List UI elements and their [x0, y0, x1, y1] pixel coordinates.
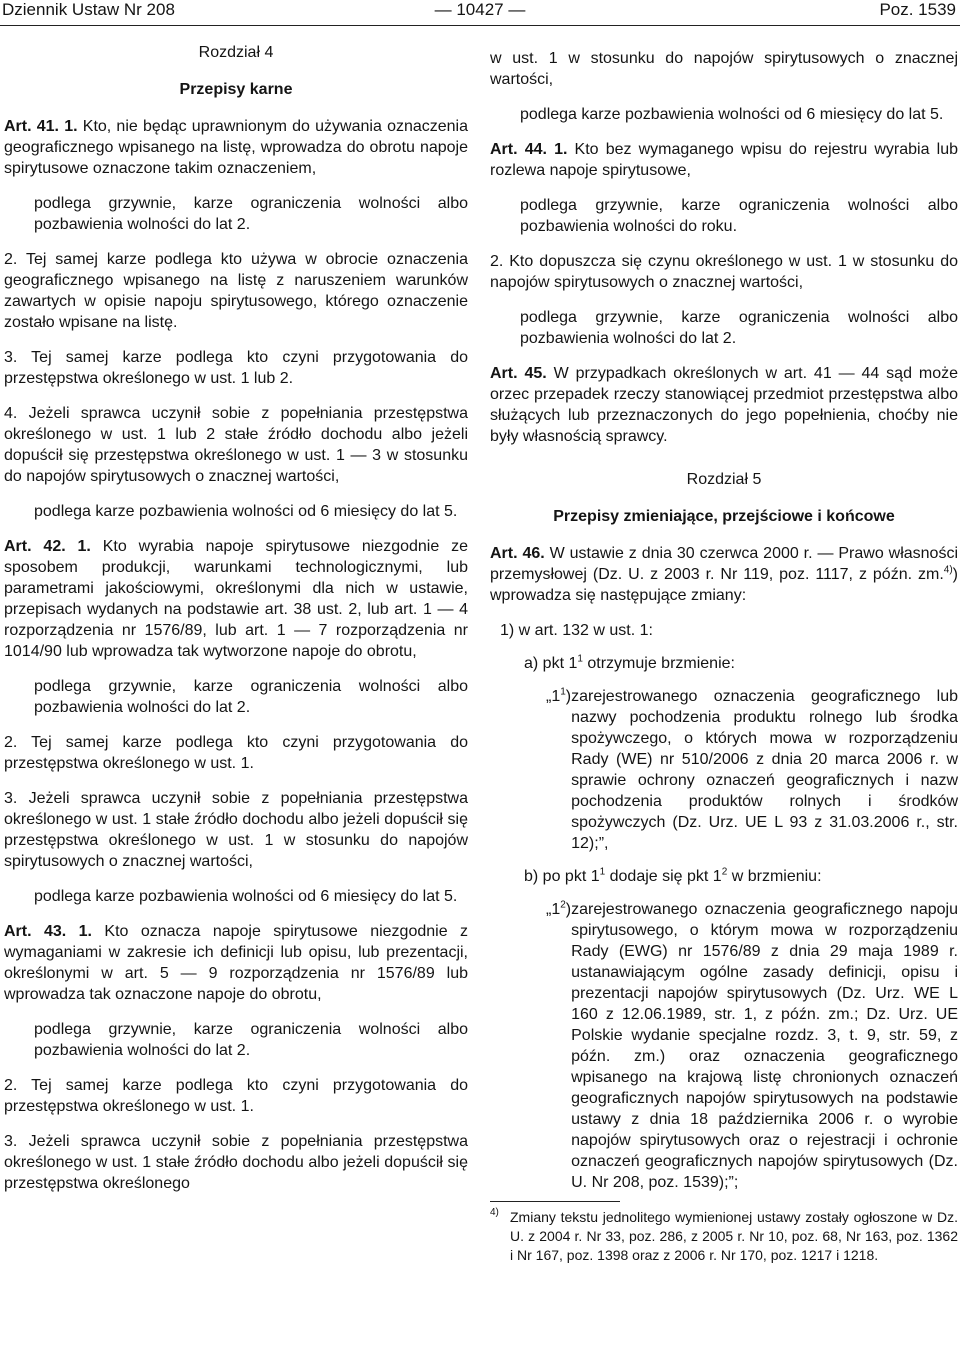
- chapter-4-heading: Rozdział 4: [198, 44, 274, 61]
- article-41-para-4: 4. Jeżeli sprawca uczynił sobie z popełniania przestępstwa określonego w ust. 1 lub 2 stałe źródło dochodu albo jeżeli dopuścił się przestępstwa określonego w ust. 1 — 3 w stosunku do napojów spirytusowych o znacznej wartości,: [4, 405, 468, 485]
- article-46: [490, 543, 958, 606]
- article-41-heading: Art. 41. 1.: [4, 118, 78, 135]
- article-43-para-3: 3. Jeżeli sprawca uczynił sobie z popełniania przestępstwa określonego w ust. 1 stałe źródło dochodu albo jeżeli dopuścił się przestępstwa określonego: [4, 1133, 468, 1192]
- point-a-text: otrzymuje brzmienie:: [582, 655, 735, 672]
- point-a-sup: 1: [577, 653, 583, 665]
- chapter-5-heading: Rozdział 5: [686, 471, 762, 488]
- point-b-label: b) po pkt 1: [524, 868, 600, 885]
- article-43-para-2: 2. Tej samej karze podlega kto czyni przygotowania do przestępstwa określonego w ust. 1.: [4, 1077, 468, 1115]
- article-41-para-2: 2. Tej samej karze podlega kto używa w obrocie oznaczenia geograficznego wpisanego na listę z naruszeniem warunków zawartych w opisie napoju spirytusowego, którego oznaczenie zostało wpisane na listę.: [4, 251, 468, 331]
- quoted-point-1-2-label: [546, 899, 571, 1193]
- footnote-rule: [490, 1201, 620, 1202]
- position-number: Poz. 1539: [879, 0, 956, 19]
- point-a-label: a) pkt 1: [524, 655, 578, 672]
- quoted-point-1-2-text: zarejestrowanego oznaczenia geograficznego napoju spirytusowego, o którym mowa w rozporządzeniu Rady (EWG) nr 1576/89 z dnia 29 maja 1989 r. ustanawiającym ogólne zasady definicji, opisu i prezentacji napojów spirytusowych (Dz. Urz. WE L 160 z 12.06.1989, str. 1, z późn. zm.; Dz. Urz. UE Polskie wydanie specjalne rozdz. 3, t. 9, str. 59, z późn. zm.) oraz oznaczenia geograficznego wpisanego na krajową listę chronionych oznaczeń geograficznych napojów spirytusowych na podstawie ustawy z dnia 18 października 2006 r. o wyrobie napojów spirytusowych oraz o rejestracji i ochronie oznaczeń geograficznych napojów spirytusowych (Dz. U. Nr 208, poz. 1539);”;: [571, 901, 958, 1191]
- page-header: [0, 0, 960, 26]
- article-45: [490, 363, 958, 447]
- quoted-point-1-1-text: zarejestrowanego oznaczenia geograficznego lub nazwy pochodzenia produktu rolnego lub środka spożywczego, o których mowa w rozporządzeniu Rady (WE) nr 510/2006 z dnia 20 marca 2006 r. w sprawie ochrony oznaczeń geograficznych i nazw pochodzenia produktów rolnych i środków spożywczych (Dz. Urz. UE L 93 z 31.03.2006 r., str. 12);”,: [571, 688, 958, 852]
- q2-label-a: „1: [546, 901, 561, 918]
- q2-label-sup: 2: [560, 899, 566, 911]
- amendment-point-b: [490, 866, 958, 887]
- point-b-sup-2: 2: [721, 866, 728, 878]
- point-b-text-a: dodaje się pkt 1: [605, 868, 722, 885]
- q1-label-b: ): [565, 688, 572, 705]
- amendment-point-1: 1) w art. 132 w ust. 1:: [500, 622, 653, 639]
- footnote-ref: 4): [943, 564, 953, 576]
- article-44-para-1-penalty: podlega grzywnie, karze ograniczenia wolności albo pozbawienia wolności do roku.: [520, 197, 958, 235]
- article-42-heading: Art. 42. 1.: [4, 538, 91, 555]
- page-number: — 10427 —: [434, 0, 526, 19]
- article-42-para-3: 3. Jeżeli sprawca uczynił sobie z popełniania przestępstwa określonego w ust. 1 stałe źródło dochodu albo jeżeli dopuścił się przestępstwa określonego w ust. 1 w stosunku do napojów spirytusowych o znacznej wartości,: [4, 790, 468, 870]
- article-43-para-1-penalty: podlega grzywnie, karze ograniczenia wolności albo pozbawienia wolności do lat 2.: [34, 1021, 468, 1059]
- chapter-4-title: Przepisy karne: [179, 81, 293, 98]
- q1-label-sup: 1: [560, 686, 566, 698]
- article-41-para-3: 3. Tej samej karze podlega kto czyni przygotowania do przestępstwa określonego w ust. 1 lub 2.: [4, 349, 468, 387]
- article-44-para-2-penalty: podlega grzywnie, karze ograniczenia wolności albo pozbawienia wolności do lat 2.: [520, 309, 958, 347]
- q2-label-b: ): [565, 901, 572, 918]
- article-45-text: W przypadkach określonych w art. 41 — 44 sąd może orzec przepadek rzeczy stanowiącej przedmiot przestępstwa albo służących lub przeznaczonych do jego popełnienia, choćby nie były własnością sprawcy.: [490, 365, 958, 445]
- left-column: [4, 42, 468, 1208]
- article-41-para-4-penalty: podlega karze pozbawienia wolności od 6 miesięcy do lat 5.: [34, 503, 458, 520]
- footnote-mark: 4): [490, 1207, 499, 1218]
- quoted-point-1-2: [490, 899, 958, 1193]
- article-44-para-2: 2. Kto dopuszcza się czynu określonego w ust. 1 w stosunku do napojów spirytusowych o znacznej wartości,: [490, 253, 958, 291]
- quoted-point-1-1: [490, 686, 958, 854]
- article-41-para-1: [4, 116, 468, 179]
- journal-title: Dziennik Ustaw Nr 208: [2, 0, 175, 19]
- article-46-text-b: ) wprowadza się następujące zmiany:: [490, 566, 958, 604]
- article-42-para-1: [4, 536, 468, 662]
- q1-label-a: „1: [546, 688, 561, 705]
- article-41-para-1-penalty: podlega grzywnie, karze ograniczenia wolności albo pozbawienia wolności do lat 2.: [34, 195, 468, 233]
- article-45-heading: Art. 45.: [490, 365, 547, 382]
- amendment-point-a: [490, 653, 958, 674]
- footnote-text: Zmiany tekstu jednolitego wymienionej ustawy zostały ogłoszone w Dz. U. z 2004 r. Nr 33, poz. 286, z 2005 r. Nr 10, poz. 68, Nr 163, poz. 1362 i Nr 167, poz. 1398 oraz z 2006 r. Nr 170, poz. 1217 i 1218.: [510, 1209, 958, 1263]
- article-44-para-1: [490, 139, 958, 181]
- article-43-para-3-continued: w ust. 1 w stosunku do napojów spirytusowych o znacznej wartości,: [490, 50, 958, 88]
- quoted-point-1-1-label: [546, 686, 571, 854]
- article-46-heading: Art. 46.: [490, 545, 545, 562]
- article-43-para-3-penalty: podlega karze pozbawienia wolności od 6 miesięcy do lat 5.: [520, 106, 944, 123]
- right-column: [490, 48, 958, 1265]
- article-43-heading: Art. 43. 1.: [4, 923, 92, 940]
- article-43-para-1-text: Kto oznacza napoje spirytusowe niezgodnie z wymaganiami w zakresie ich definicji lub opisu, lub prezentacji, określonymi w art. 5 — 9 rozporządzenia nr 1576/89 lub wprowadza tak oznaczone napoje do obrotu,: [4, 923, 469, 1003]
- article-44-para-1-text: Kto bez wymaganego wpisu do rejestru wyrabia lub rozlewa napoje spirytusowe,: [490, 141, 958, 179]
- article-42-para-1-penalty: podlega grzywnie, karze ograniczenia wolności albo pozbawienia wolności do lat 2.: [34, 678, 468, 716]
- footnote-4: [490, 1208, 958, 1265]
- header-rule: [0, 25, 960, 26]
- article-43-para-1: [4, 921, 468, 1005]
- point-b-text-b: w brzmieniu:: [727, 868, 822, 885]
- article-46-text-a: W ustawie z dnia 30 czerwca 2000 r. — Prawo własności przemysłowej (Dz. U. z 2003 r. Nr 119, poz. 1117, z późn. zm.: [490, 545, 959, 583]
- chapter-5-title: Przepisy zmieniające, przejściowe i końcowe: [553, 508, 895, 525]
- article-42-para-1-text: Kto wyrabia napoje spirytusowe niezgodnie ze sposobem produkcji, warunkami technologicznymi, lub parametrami jakościowymi, określonymi dla nich w ustawie, przepisach wydanych na podstawie art. 38 ust. 2, lub art. 1 — 4 rozporządzenia nr 1576/89, lub art. 1 — 7 rozporządzenia nr 1014/90 lub wprowadza tak wytworzone napoje do obrotu,: [4, 538, 469, 660]
- article-42-para-3-penalty: podlega karze pozbawienia wolności od 6 miesięcy do lat 5.: [34, 888, 458, 905]
- point-b-sup-1: 1: [599, 866, 606, 878]
- article-42-para-2: 2. Tej samej karze podlega kto czyni przygotowania do przestępstwa określonego w ust. 1.: [4, 734, 468, 772]
- article-44-heading: Art. 44. 1.: [490, 141, 568, 158]
- article-41-para-1-text: Kto, nie będąc uprawnionym do używania oznaczenia geograficznego wpisanego na listę, wprowadza do obrotu napoje spirytusowe oznaczone takim oznaczeniem,: [4, 118, 469, 177]
